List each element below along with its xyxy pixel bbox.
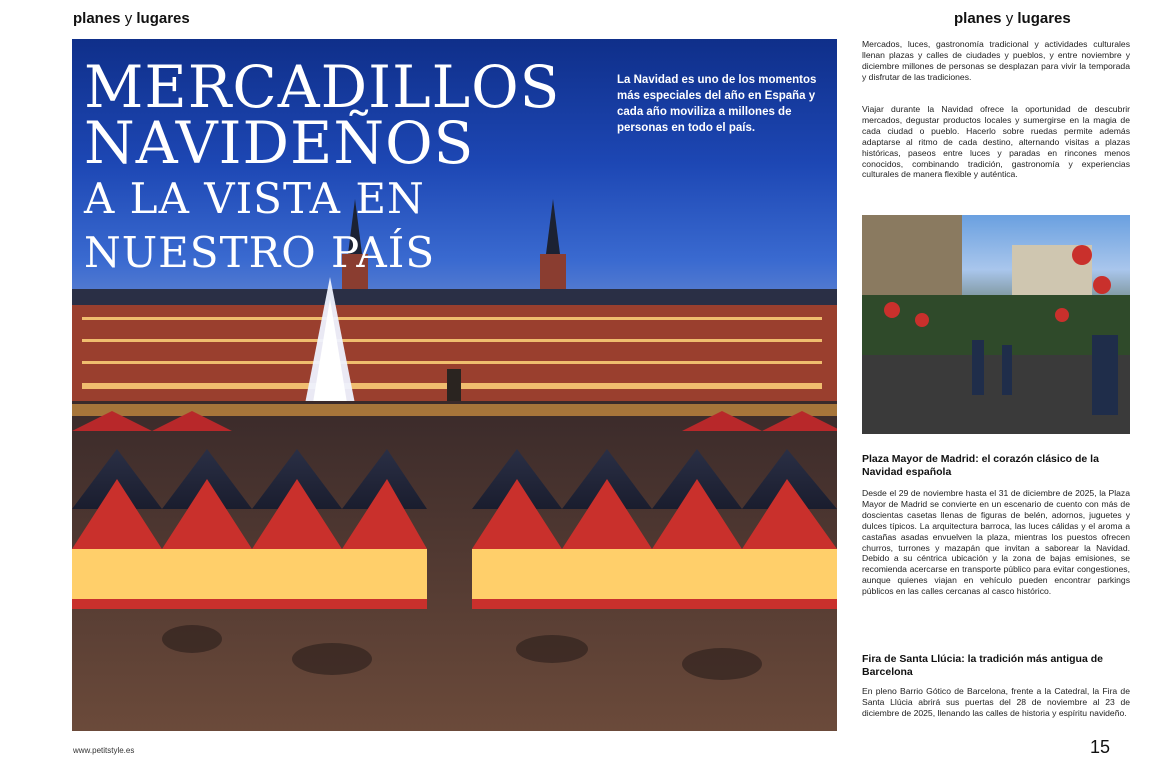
section-label-left: planes y lugares <box>73 10 190 27</box>
hero-title-line-4: NUESTRO PAÍS <box>84 228 436 277</box>
article-paragraph-1: Mercados, luces, gastronomía tradicional y actividades culturales llenan plazas y calles de ciudades y pueblos, y entre noviembre y diciembre millones de personas se desplazan para vivir la temporada y disfrutar de las tradiciones. <box>862 39 1130 82</box>
footer-url[interactable]: www.petitstyle.es <box>73 746 135 755</box>
hero-title-line-3: A LA VISTA EN <box>84 174 425 223</box>
article-paragraph-2: Viajar durante la Navidad ofrece la oportunidad de descubrir mercados, degustar productos locales y sumergirse en la magia de cada ciudad o pueblo. Hacerlo sobre ruedas permite además adaptarse al ritmo de cada destino, alternando visitas a plazas históricas, paseos entre luces y paradas en rincones menos conocidos, combinando tradición, gastronomía y experiencias culturales de manera flexible y auténtica. <box>862 104 1130 180</box>
hero-title-line-1: MERCADILLOS <box>84 53 561 121</box>
barcelona-market-illustration <box>862 215 1130 434</box>
section-label-right: planes y lugares <box>954 10 1071 27</box>
barcelona-heading: Fira de Santa Llúcia: la tradición más antigua de Barcelona <box>862 653 1103 678</box>
hero-title-line-2: NAVIDEÑOS <box>84 109 475 177</box>
madrid-paragraph: Desde el 29 de noviembre hasta el 31 de diciembre de 2025, la Plaza Mayor de Madrid se convierte en un escenario de cuento con más de doscientas casetas llenas de figuras de belén, adornos, juguetes y dulces típicos. La arquitectura barroca, las luces cálidas y el aroma a castañas asadas envuelven la plaza, mientras los puestos ofrecen churros, turrones y mazapán que invitan a saborear la Navidad. Debido a su céntrica ubicación y la zona de bajas emisiones, se recomienda acercarse en transporte público para evitar congestiones, aunque quienes viajan en vehículo pueden encontrar parkings públicos en las calles cercanas al casco histórico. <box>862 488 1130 597</box>
madrid-heading: Plaza Mayor de Madrid: el corazón clásico de la Navidad española <box>862 453 1099 478</box>
hero-title <box>84 53 561 279</box>
page-number: 15 <box>1090 737 1111 757</box>
hero-photo-plaza-mayor <box>72 39 837 731</box>
barcelona-paragraph: En pleno Barrio Gótico de Barcelona, frente a la Catedral, la Fira de Santa Llúcia abrirá sus puertas del 28 de noviembre al 23 de diciembre de 2025, llenando las calles de historia y espíritu navideño. <box>862 686 1130 718</box>
hero-intro-text: La Navidad es uno de los momentos más especiales del año en España y cada año moviliza a millones de personas en todo el país. <box>617 74 817 134</box>
barcelona-market-photo <box>862 215 1130 434</box>
